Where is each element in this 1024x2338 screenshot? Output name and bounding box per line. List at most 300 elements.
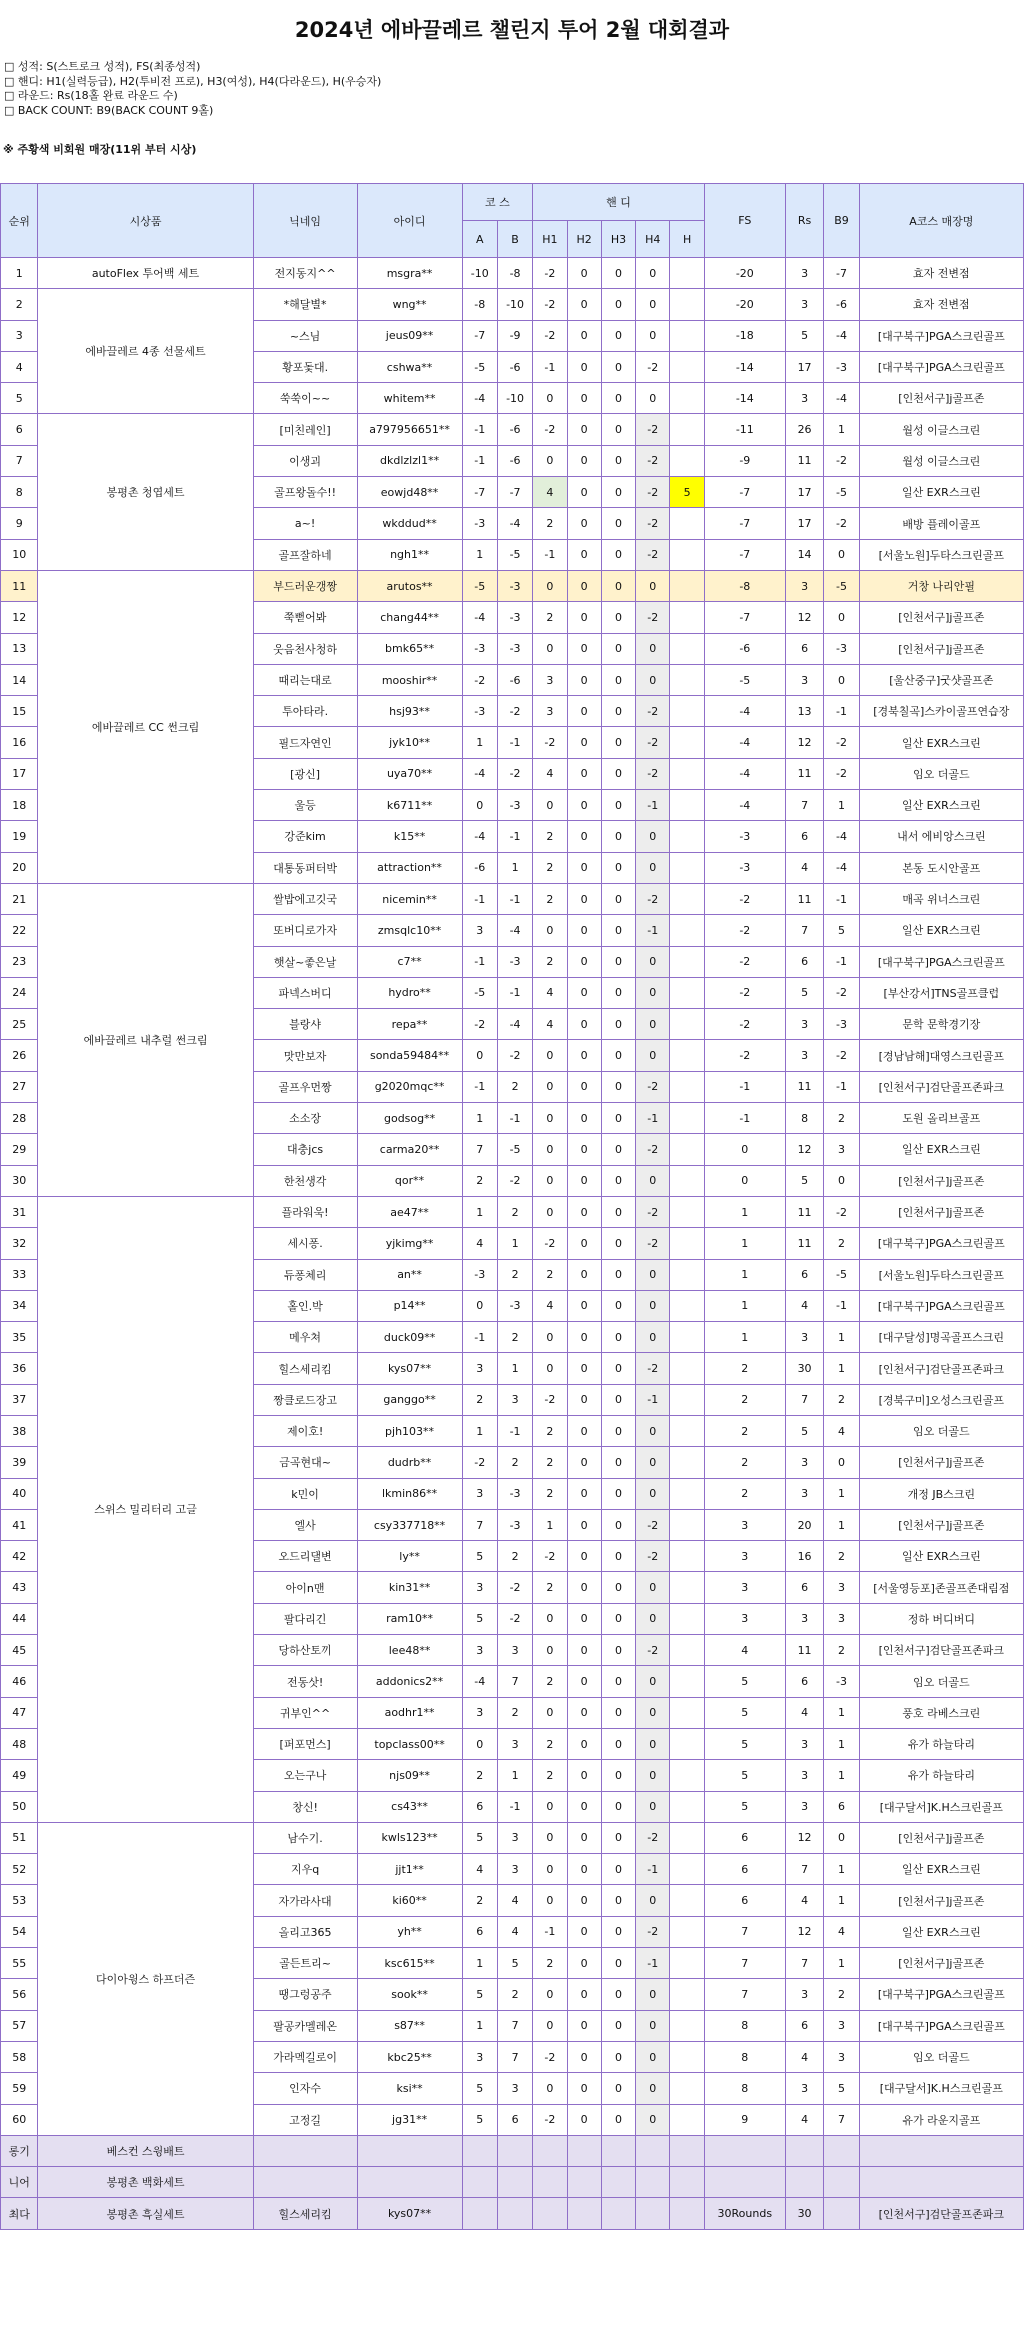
cell-rank: 18 bbox=[1, 790, 38, 821]
cell-course-b: -4 bbox=[497, 1009, 532, 1040]
cell-h2: 0 bbox=[567, 1822, 601, 1853]
cell-course-b: -1 bbox=[497, 977, 532, 1008]
cell-id: sook** bbox=[357, 1979, 462, 2010]
prize-cell: 에바끌레르 4종 선물세트 bbox=[38, 289, 253, 414]
cell-shop: 풍호 라베스크린 bbox=[859, 1697, 1023, 1728]
cell-fs: -14 bbox=[704, 351, 785, 382]
cell-h2: 0 bbox=[567, 445, 601, 476]
cell-id: njs09** bbox=[357, 1760, 462, 1791]
cell-h bbox=[670, 539, 704, 570]
cell-h2: 0 bbox=[567, 1259, 601, 1290]
cell-course-a: 1 bbox=[462, 727, 497, 758]
cell-b9: 5 bbox=[824, 915, 859, 946]
cell-h bbox=[670, 2135, 704, 2166]
header-id: 아이디 bbox=[357, 184, 462, 258]
cell-h4: 0 bbox=[636, 2041, 670, 2072]
cell-h2: 0 bbox=[567, 883, 601, 914]
cell-b9: 0 bbox=[824, 539, 859, 570]
cell-h1: 0 bbox=[533, 1854, 567, 1885]
cell-h4: 0 bbox=[636, 2104, 670, 2135]
cell-h bbox=[670, 1009, 704, 1040]
cell-h4: -1 bbox=[636, 1854, 670, 1885]
cell-h2: 0 bbox=[567, 1353, 601, 1384]
cell-h4: 0 bbox=[636, 1760, 670, 1791]
cell-fs: -2 bbox=[704, 1009, 785, 1040]
cell-h1: -1 bbox=[533, 539, 567, 570]
cell-h4: 0 bbox=[636, 1979, 670, 2010]
cell-h2: 0 bbox=[567, 2104, 601, 2135]
cell-rs: 4 bbox=[785, 1885, 823, 1916]
results-table bbox=[0, 183, 1024, 2230]
cell-h2: 0 bbox=[567, 1697, 601, 1728]
cell-rs: 6 bbox=[785, 1572, 823, 1603]
cell-fs: -18 bbox=[704, 320, 785, 351]
cell-nickname: 팔공카멜레온 bbox=[253, 2010, 357, 2041]
cell-b9: 3 bbox=[824, 1572, 859, 1603]
cell-shop: [대구북구]PGA스크린골프 bbox=[859, 1228, 1023, 1259]
cell-h bbox=[670, 445, 704, 476]
cell-id: hydro** bbox=[357, 977, 462, 1008]
cell-id: jjt1** bbox=[357, 1854, 462, 1885]
cell-b9: -5 bbox=[824, 570, 859, 601]
cell-id: cshwa** bbox=[357, 351, 462, 382]
cell-course-b bbox=[497, 2167, 532, 2198]
cell-h2 bbox=[567, 2167, 601, 2198]
cell-course-b: -2 bbox=[497, 758, 532, 789]
cell-h bbox=[670, 351, 704, 382]
cell-h2: 0 bbox=[567, 1040, 601, 1071]
cell-h3: 0 bbox=[601, 1666, 635, 1697]
cell-h4: -1 bbox=[636, 1384, 670, 1415]
cell-rank: 19 bbox=[1, 821, 38, 852]
cell-course-b: 2 bbox=[497, 1697, 532, 1728]
cell-id: k6711** bbox=[357, 790, 462, 821]
cell-course-a: 0 bbox=[462, 1040, 497, 1071]
cell-h1: 2 bbox=[533, 946, 567, 977]
cell-course-b: 2 bbox=[497, 1259, 532, 1290]
cell-course-a: 1 bbox=[462, 539, 497, 570]
cell-h4: -1 bbox=[636, 790, 670, 821]
table-row bbox=[1, 1196, 1024, 1227]
note-line: □ 핸디: H1(실력등급), H2(투비전 프로), H3(여성), H4(다라운드), H(우승자) bbox=[4, 74, 382, 88]
cell-rs bbox=[785, 2167, 823, 2198]
cell-h4: 0 bbox=[636, 1572, 670, 1603]
cell-nickname: 메우쳐 bbox=[253, 1322, 357, 1353]
cell-course-b: 2 bbox=[497, 1322, 532, 1353]
cell-h2: 0 bbox=[567, 790, 601, 821]
cell-id: jeus09** bbox=[357, 320, 462, 351]
cell-h3: 0 bbox=[601, 1134, 635, 1165]
cell-h1: 0 bbox=[533, 1196, 567, 1227]
cell-h3: 0 bbox=[601, 1040, 635, 1071]
cell-nickname: 대충jcs bbox=[253, 1134, 357, 1165]
cell-shop: [인천서구]j골프존 bbox=[859, 1447, 1023, 1478]
cell-h3: 0 bbox=[601, 883, 635, 914]
cell-h3: 0 bbox=[601, 1728, 635, 1759]
cell-h1 bbox=[533, 2198, 567, 2229]
cell-b9: -7 bbox=[824, 258, 859, 289]
cell-h3: 0 bbox=[601, 1009, 635, 1040]
note-line: □ 라운드: Rs(18홀 완료 라운드 수) bbox=[4, 89, 178, 103]
cell-nickname: 엘사 bbox=[253, 1509, 357, 1540]
cell-h2: 0 bbox=[567, 1572, 601, 1603]
cell-nickname: ~스님 bbox=[253, 320, 357, 351]
cell-h2: 0 bbox=[567, 1603, 601, 1634]
cell-h1: 0 bbox=[533, 1040, 567, 1071]
cell-rs: 3 bbox=[785, 383, 823, 414]
cell-rank: 17 bbox=[1, 758, 38, 789]
cell-fs: 0 bbox=[704, 1134, 785, 1165]
cell-h3: 0 bbox=[601, 977, 635, 1008]
cell-rs: 3 bbox=[785, 1760, 823, 1791]
cell-shop: [인천서구]검단골프존파크 bbox=[859, 1635, 1023, 1666]
cell-nickname: 울등 bbox=[253, 790, 357, 821]
cell-course-b: 2 bbox=[497, 1071, 532, 1102]
cell-course-a: 3 bbox=[462, 1478, 497, 1509]
cell-h bbox=[670, 1040, 704, 1071]
cell-course-a: 5 bbox=[462, 1541, 497, 1572]
cell-h1: 0 bbox=[533, 1979, 567, 2010]
cell-shop: 정하 버디버디 bbox=[859, 1603, 1023, 1634]
cell-shop: 매곡 위너스크린 bbox=[859, 883, 1023, 914]
cell-course-a: 1 bbox=[462, 1948, 497, 1979]
cell-course-a: -1 bbox=[462, 1071, 497, 1102]
cell-b9: -2 bbox=[824, 977, 859, 1008]
cell-rs: 3 bbox=[785, 1040, 823, 1071]
cell-h3: 0 bbox=[601, 1760, 635, 1791]
cell-rank: 49 bbox=[1, 1760, 38, 1791]
cell-nickname: 이생괴 bbox=[253, 445, 357, 476]
table-row bbox=[1, 883, 1024, 914]
cell-h bbox=[670, 696, 704, 727]
cell-rank: 40 bbox=[1, 1478, 38, 1509]
note-line: □ 성적: S(스트로크 성적), FS(최종성적) bbox=[4, 60, 201, 73]
cell-course-b: 3 bbox=[497, 2073, 532, 2104]
cell-h4: -2 bbox=[636, 1134, 670, 1165]
cell-nickname: 골든트리~ bbox=[253, 1948, 357, 1979]
cell-rank: 14 bbox=[1, 664, 38, 695]
cell-b9: 6 bbox=[824, 1791, 859, 1822]
cell-rs: 11 bbox=[785, 445, 823, 476]
cell-b9: -3 bbox=[824, 1009, 859, 1040]
cell-rank: 26 bbox=[1, 1040, 38, 1071]
cell-rs bbox=[785, 2135, 823, 2166]
cell-nickname: 한천생각 bbox=[253, 1165, 357, 1196]
cell-rank: 3 bbox=[1, 320, 38, 351]
cell-rank: 52 bbox=[1, 1854, 38, 1885]
cell-h bbox=[670, 758, 704, 789]
cell-b9: 2 bbox=[824, 1541, 859, 1572]
cell-h4: -2 bbox=[636, 727, 670, 758]
cell-rs: 3 bbox=[785, 570, 823, 601]
cell-course-a: 3 bbox=[462, 1697, 497, 1728]
cell-h3: 0 bbox=[601, 821, 635, 852]
cell-course-a: -4 bbox=[462, 821, 497, 852]
cell-course-a: 5 bbox=[462, 2073, 497, 2104]
header-prize: 시상품 bbox=[38, 184, 253, 258]
cell-fs: 2 bbox=[704, 1415, 785, 1446]
nonmember-note: ※ 주황색 비회원 매장(11위 부터 시상) bbox=[3, 143, 197, 156]
cell-fs: -1 bbox=[704, 1071, 785, 1102]
cell-h2: 0 bbox=[567, 758, 601, 789]
cell-fs: -4 bbox=[704, 696, 785, 727]
cell-b9: 3 bbox=[824, 1134, 859, 1165]
cell-h3: 0 bbox=[601, 664, 635, 695]
cell-h1: 2 bbox=[533, 1447, 567, 1478]
cell-fs: 1 bbox=[704, 1228, 785, 1259]
cell-h1: -1 bbox=[533, 351, 567, 382]
cell-shop: 임오 더골드 bbox=[859, 2041, 1023, 2072]
cell-h2: 0 bbox=[567, 1979, 601, 2010]
cell-h2: 0 bbox=[567, 664, 601, 695]
cell-course-b: -3 bbox=[497, 1478, 532, 1509]
cell-nickname: 홀인.박 bbox=[253, 1290, 357, 1321]
cell-id: lee48** bbox=[357, 1635, 462, 1666]
cell-b9: 2 bbox=[824, 1635, 859, 1666]
cell-rs: 7 bbox=[785, 1854, 823, 1885]
cell-shop: 내서 에비앙스크린 bbox=[859, 821, 1023, 852]
cell-h2: 0 bbox=[567, 2073, 601, 2104]
cell-h4: 0 bbox=[636, 1290, 670, 1321]
cell-h bbox=[670, 727, 704, 758]
cell-rs: 5 bbox=[785, 977, 823, 1008]
cell-fs: 5 bbox=[704, 1791, 785, 1822]
table-row bbox=[1, 289, 1024, 320]
cell-h2: 0 bbox=[567, 727, 601, 758]
cell-course-b bbox=[497, 2135, 532, 2166]
cell-course-a: -5 bbox=[462, 570, 497, 601]
cell-h2: 0 bbox=[567, 946, 601, 977]
cell-h bbox=[670, 1353, 704, 1384]
cell-h2: 0 bbox=[567, 351, 601, 382]
cell-course-b: 1 bbox=[497, 1228, 532, 1259]
cell-id: jyk10** bbox=[357, 727, 462, 758]
cell-h bbox=[670, 2041, 704, 2072]
cell-h4: 0 bbox=[636, 1415, 670, 1446]
cell-fs: -6 bbox=[704, 633, 785, 664]
cell-rank: 29 bbox=[1, 1134, 38, 1165]
cell-rank: 59 bbox=[1, 2073, 38, 2104]
cell-course-b: 3 bbox=[497, 1822, 532, 1853]
cell-h1: 0 bbox=[533, 633, 567, 664]
cell-id: lkmin86** bbox=[357, 1478, 462, 1509]
cell-nickname: 아이n맨 bbox=[253, 1572, 357, 1603]
cell-rs: 12 bbox=[785, 727, 823, 758]
cell-h1: 2 bbox=[533, 821, 567, 852]
cell-h3: 0 bbox=[601, 696, 635, 727]
cell-fs: -7 bbox=[704, 602, 785, 633]
cell-h bbox=[670, 1541, 704, 1572]
cell-rs: 6 bbox=[785, 633, 823, 664]
cell-shop: 배방 플레이골프 bbox=[859, 508, 1023, 539]
cell-nickname: a~! bbox=[253, 508, 357, 539]
cell-h2: 0 bbox=[567, 2041, 601, 2072]
cell-b9: -1 bbox=[824, 1071, 859, 1102]
cell-h4: -2 bbox=[636, 1635, 670, 1666]
cell-course-b: -6 bbox=[497, 414, 532, 445]
cell-h3: 0 bbox=[601, 602, 635, 633]
cell-h bbox=[670, 633, 704, 664]
cell-course-a: 7 bbox=[462, 1509, 497, 1540]
cell-h2: 0 bbox=[567, 1415, 601, 1446]
cell-b9: 1 bbox=[824, 790, 859, 821]
cell-h4: -2 bbox=[636, 1196, 670, 1227]
cell-shop: 문학 문학경기장 bbox=[859, 1009, 1023, 1040]
cell-h2: 0 bbox=[567, 1447, 601, 1478]
cell-id: hsj93** bbox=[357, 696, 462, 727]
cell-nickname: 땡그렁공주 bbox=[253, 1979, 357, 2010]
cell-rank: 45 bbox=[1, 1635, 38, 1666]
cell-course-b: 3 bbox=[497, 1384, 532, 1415]
cell-b9: 1 bbox=[824, 1728, 859, 1759]
cell-course-a: 5 bbox=[462, 1603, 497, 1634]
cell-rs: 12 bbox=[785, 1916, 823, 1947]
cell-h4: 0 bbox=[636, 2073, 670, 2104]
cell-nickname: 때리는대로 bbox=[253, 664, 357, 695]
cell-nickname: 햇살~좋은날 bbox=[253, 946, 357, 977]
cell-fs: 5 bbox=[704, 1728, 785, 1759]
cell-nickname bbox=[253, 2135, 357, 2166]
cell-h1: 0 bbox=[533, 445, 567, 476]
cell-rank: 39 bbox=[1, 1447, 38, 1478]
cell-id: whitem** bbox=[357, 383, 462, 414]
cell-course-b: -2 bbox=[497, 1165, 532, 1196]
cell-rank: 55 bbox=[1, 1948, 38, 1979]
cell-nickname: 창신! bbox=[253, 1791, 357, 1822]
cell-h2: 0 bbox=[567, 1666, 601, 1697]
cell-nickname: 귀부인^^ bbox=[253, 1697, 357, 1728]
cell-h4: -2 bbox=[636, 414, 670, 445]
cell-shop: 일산 EXR스크린 bbox=[859, 1854, 1023, 1885]
cell-b9: 4 bbox=[824, 1415, 859, 1446]
cell-course-b: -3 bbox=[497, 1290, 532, 1321]
cell-rs: 3 bbox=[785, 1603, 823, 1634]
cell-rank: 57 bbox=[1, 2010, 38, 2041]
cell-h4: 0 bbox=[636, 1697, 670, 1728]
cell-rank: 48 bbox=[1, 1728, 38, 1759]
cell-h bbox=[670, 289, 704, 320]
cell-h4: 0 bbox=[636, 1603, 670, 1634]
cell-fs: 8 bbox=[704, 2010, 785, 2041]
cell-course-b: -5 bbox=[497, 539, 532, 570]
cell-shop: 일산 EXR스크린 bbox=[859, 1134, 1023, 1165]
cell-rank: 38 bbox=[1, 1415, 38, 1446]
cell-fs: 7 bbox=[704, 1948, 785, 1979]
cell-h2: 0 bbox=[567, 1290, 601, 1321]
cell-id: a797956651** bbox=[357, 414, 462, 445]
cell-rs: 3 bbox=[785, 1791, 823, 1822]
cell-fs bbox=[704, 2135, 785, 2166]
cell-h1: 0 bbox=[533, 1322, 567, 1353]
cell-course-a: 3 bbox=[462, 1572, 497, 1603]
cell-course-b: 7 bbox=[497, 2010, 532, 2041]
cell-nickname bbox=[253, 2167, 357, 2198]
cell-fs: 3 bbox=[704, 1509, 785, 1540]
cell-h1: 0 bbox=[533, 1822, 567, 1853]
cell-h1: 2 bbox=[533, 1760, 567, 1791]
cell-shop: [인천서구]j골프존 bbox=[859, 602, 1023, 633]
header-a: A bbox=[462, 221, 497, 258]
cell-b9: -1 bbox=[824, 946, 859, 977]
cell-h1: 0 bbox=[533, 1603, 567, 1634]
cell-nickname: 골프우먼짱 bbox=[253, 1071, 357, 1102]
cell-h1 bbox=[533, 2135, 567, 2166]
cell-fs: 1 bbox=[704, 1259, 785, 1290]
cell-h1: 0 bbox=[533, 1791, 567, 1822]
cell-fs: -20 bbox=[704, 289, 785, 320]
cell-id: godsog** bbox=[357, 1103, 462, 1134]
cell-id: msgra** bbox=[357, 258, 462, 289]
cell-rs: 6 bbox=[785, 1259, 823, 1290]
cell-id: kin31** bbox=[357, 1572, 462, 1603]
cell-h1: 0 bbox=[533, 1885, 567, 1916]
cell-h3: 0 bbox=[601, 1290, 635, 1321]
cell-nickname: 전동삿! bbox=[253, 1666, 357, 1697]
special-award-row bbox=[1, 2198, 1024, 2229]
cell-rs: 11 bbox=[785, 883, 823, 914]
cell-h2: 0 bbox=[567, 508, 601, 539]
cell-rs: 6 bbox=[785, 946, 823, 977]
cell-id: repa** bbox=[357, 1009, 462, 1040]
cell-rank: 42 bbox=[1, 1541, 38, 1572]
cell-rank: 43 bbox=[1, 1572, 38, 1603]
cell-course-b: -2 bbox=[497, 1572, 532, 1603]
cell-shop: [서울노원]두타스크린골프 bbox=[859, 539, 1023, 570]
cell-b9: 2 bbox=[824, 1384, 859, 1415]
cell-course-b: 1 bbox=[497, 1353, 532, 1384]
cell-rank: 32 bbox=[1, 1228, 38, 1259]
cell-h3: 0 bbox=[601, 1916, 635, 1947]
cell-rank: 46 bbox=[1, 1666, 38, 1697]
cell-h4: 0 bbox=[636, 664, 670, 695]
cell-b9: 1 bbox=[824, 1948, 859, 1979]
cell-id: pjh103** bbox=[357, 1415, 462, 1446]
cell-h bbox=[670, 1948, 704, 1979]
cell-course-a: 5 bbox=[462, 2104, 497, 2135]
cell-course-a: -3 bbox=[462, 696, 497, 727]
cell-course-a: -1 bbox=[462, 883, 497, 914]
cell-b9: 1 bbox=[824, 1760, 859, 1791]
cell-b9: 3 bbox=[824, 2041, 859, 2072]
cell-course-b: -3 bbox=[497, 1509, 532, 1540]
cell-h3 bbox=[601, 2167, 635, 2198]
cell-h1: 0 bbox=[533, 790, 567, 821]
cell-b9: -6 bbox=[824, 289, 859, 320]
cell-rank: 6 bbox=[1, 414, 38, 445]
cell-h2: 0 bbox=[567, 821, 601, 852]
cell-rs: 12 bbox=[785, 1822, 823, 1853]
cell-h1: 2 bbox=[533, 1728, 567, 1759]
cell-h bbox=[670, 1916, 704, 1947]
cell-shop: [대구달서]K.H스크린골프 bbox=[859, 1791, 1023, 1822]
cell-h1: -2 bbox=[533, 258, 567, 289]
cell-h2: 0 bbox=[567, 1071, 601, 1102]
cell-fs: 3 bbox=[704, 1541, 785, 1572]
cell-h1: 2 bbox=[533, 1572, 567, 1603]
cell-course-b: -8 bbox=[497, 258, 532, 289]
cell-fs: 5 bbox=[704, 1697, 785, 1728]
cell-rs: 3 bbox=[785, 1478, 823, 1509]
cell-course-b: 4 bbox=[497, 1916, 532, 1947]
cell-h3: 0 bbox=[601, 1822, 635, 1853]
cell-course-a: -5 bbox=[462, 977, 497, 1008]
cell-b9: 1 bbox=[824, 414, 859, 445]
cell-h1: 4 bbox=[533, 1009, 567, 1040]
legend-notes bbox=[4, 60, 1024, 133]
cell-course-a: 2 bbox=[462, 1165, 497, 1196]
cell-rs: 4 bbox=[785, 852, 823, 883]
cell-id: chang44** bbox=[357, 602, 462, 633]
